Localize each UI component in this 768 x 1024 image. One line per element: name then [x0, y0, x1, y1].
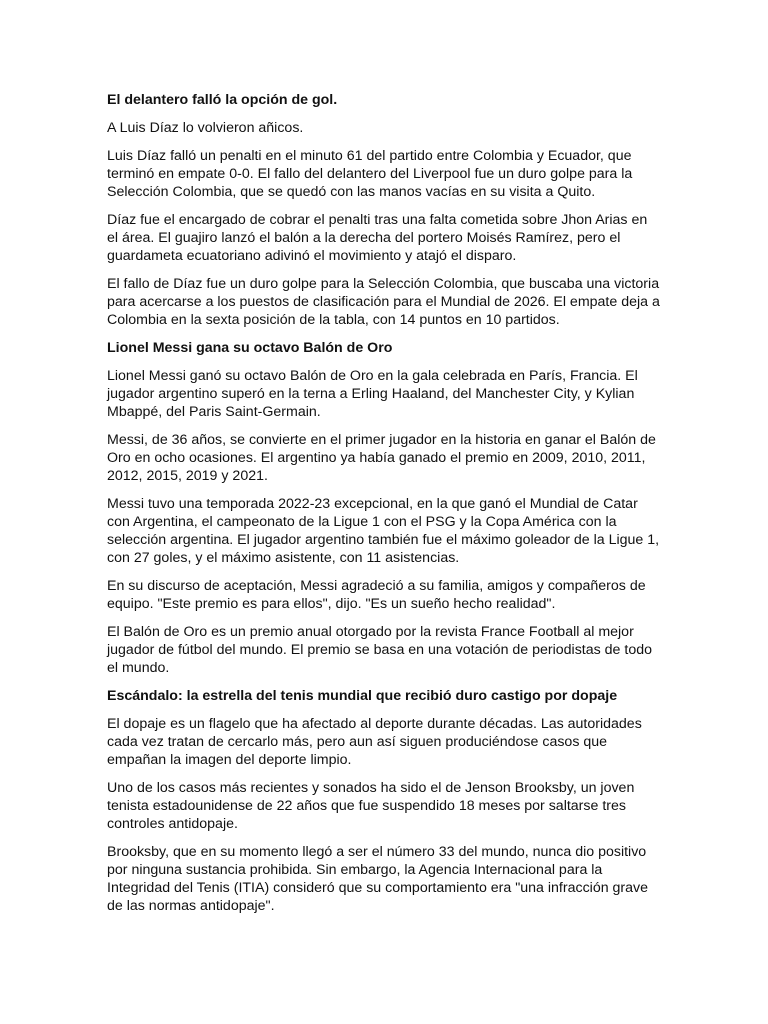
article-3-paragraph-1: El dopaje es un flagelo que ha afectado al deporte durante décadas. Las autoridades cada vez tratan de cercarlo más, pero aun así siguen produciéndose casos que empañan la imagen del deporte limpio. [107, 716, 642, 768]
article-1-paragraph-1: A Luis Díaz lo volvieron añicos. [107, 120, 304, 136]
article-2-paragraph-5: El Balón de Oro es un premio anual otorgado por la revista France Football al mejor jugador de fútbol del mundo. El premio se basa en una votación de periodistas de todo el mundo. [107, 624, 653, 676]
article-1-heading: El delantero falló la opción de gol. [107, 92, 338, 108]
article-3-paragraph-3: Brooksby, que en su momento llegó a ser el número 33 del mundo, nunca dio positivo por ninguna sustancia prohibida. Sin embargo, la Agencia Internacional para la Integridad del Tenis (ITIA) consideró que su comportamiento era "una infracción grave de las normas antidopaje". [107, 844, 649, 914]
article-2-paragraph-1: Lionel Messi ganó su octavo Balón de Oro en la gala celebrada en París, Francia. El jugador argentino superó en la terna a Erling Haaland, del Manchester City, y Kylian Mbappé, del Paris Saint-Germain. [107, 368, 638, 420]
article-1-paragraph-4: El fallo de Díaz fue un duro golpe para la Selección Colombia, que buscaba una victoria para acercarse a los puestos de clasificación para el Mundial de 2026. El empate deja a Colombia en la sexta posición de la tabla, con 14 puntos en 10 partidos. [107, 276, 660, 328]
article-2-paragraph-3: Messi tuvo una temporada 2022-23 excepcional, en la que ganó el Mundial de Catar con Argentina, el campeonato de la Ligue 1 con el PSG y la Copa América con la selección argentina. El jugador argentino también fue el máximo goleador de la Ligue 1, con 27 goles, y el máximo asistente, con 11 asistencias. [107, 496, 660, 566]
article-1-paragraph-2: Luis Díaz falló un penalti en el minuto 61 del partido entre Colombia y Ecuador, que terminó en empate 0-0. El fallo del delantero del Liverpool fue un duro golpe para la Selección Colombia, que se quedó con las manos vacías en su visita a Quito. [107, 148, 633, 200]
article-3-paragraph-2: Uno de los casos más recientes y sonados ha sido el de Jenson Brooksby, un joven tenista estadounidense de 22 años que fue suspendido 18 meses por saltarse tres controles antidopaje. [107, 780, 635, 832]
article-1-paragraph-3: Díaz fue el encargado de cobrar el penalti tras una falta cometida sobre Jhon Arias en el área. El guajiro lanzó el balón a la derecha del portero Moisés Ramírez, pero el guardameta ecuatoriano adivinó el movimiento y atajó el disparo. [107, 212, 648, 264]
article-2-paragraph-4: En su discurso de aceptación, Messi agradeció a su familia, amigos y compañeros de equipo. "Este premio es para ellos", dijo. "Es un sueño hecho realidad". [107, 578, 646, 612]
article-2-paragraph-2: Messi, de 36 años, se convierte en el primer jugador en la historia en ganar el Balón de Oro en ocho ocasiones. El argentino ya había ganado el premio en 2009, 2010, 2011, 2012, 2015, 2019 y 2021. [107, 432, 656, 484]
article-2-heading: Lionel Messi gana su octavo Balón de Oro [107, 340, 393, 356]
article-3-heading: Escándalo: la estrella del tenis mundial que recibió duro castigo por dopaje [107, 688, 618, 704]
document-page [107, 91, 662, 925]
